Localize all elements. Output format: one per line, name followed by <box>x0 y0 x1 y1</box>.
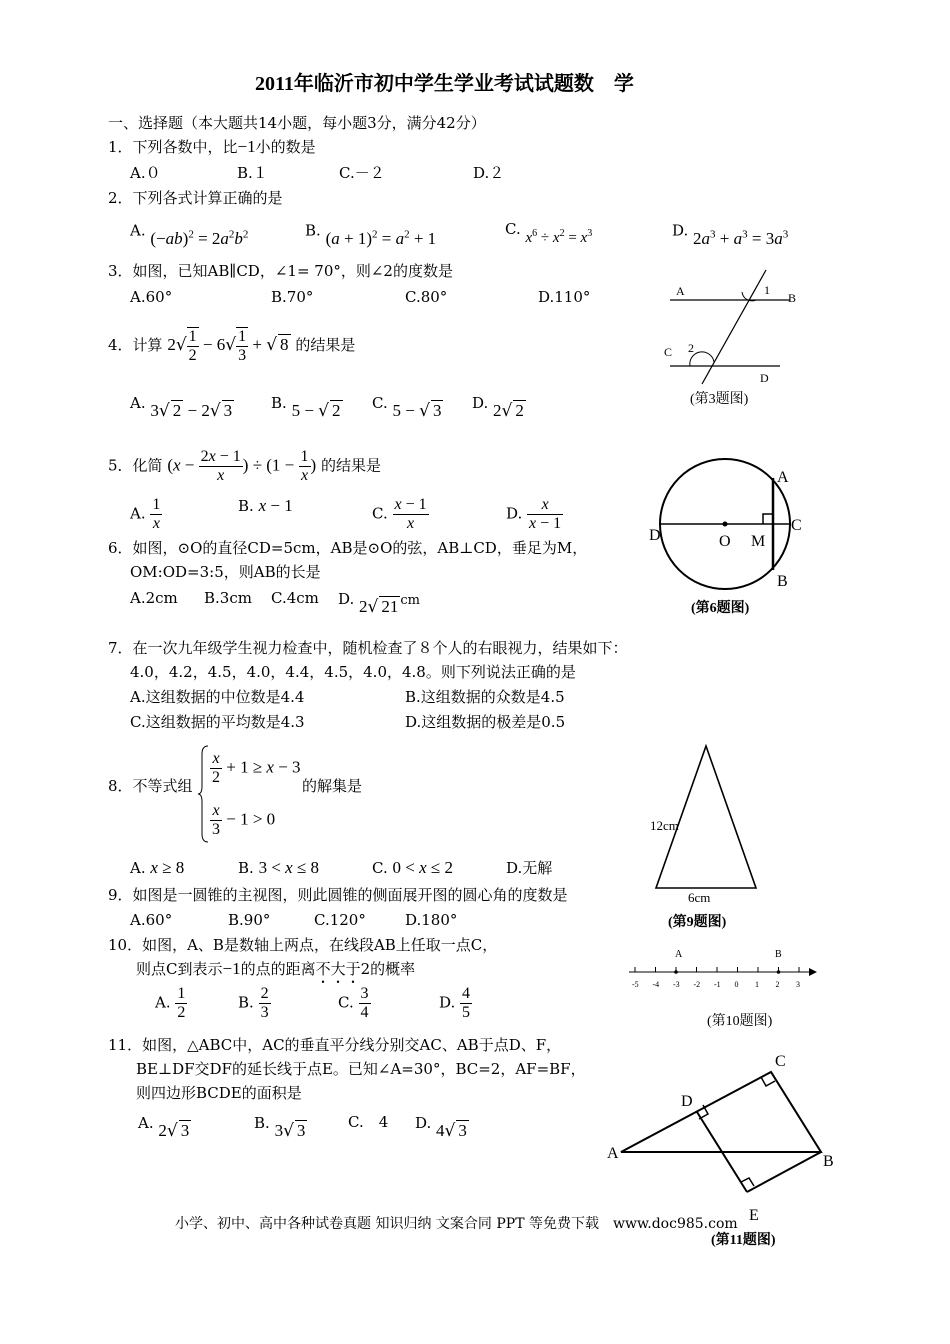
q5-a-formula: $\frac{1}{x}$ <box>152 496 161 532</box>
q10-d-label: D. <box>439 993 456 1012</box>
fig3-label-d: D <box>760 371 769 385</box>
fig10-tick-label: -3 <box>673 980 680 989</box>
fig9-caption: (第9题图) <box>668 915 727 930</box>
q4-option-a[interactable] <box>130 392 234 421</box>
question-11-line2: BE⊥DF交DF的延长线于点E。已知∠A=30°，BC=2，AF=BF， <box>136 1060 586 1078</box>
q1-option-b[interactable]: B.１ <box>237 164 268 182</box>
figure-9 <box>648 740 778 940</box>
fig6-label-b: B <box>777 573 788 590</box>
q2-option-d[interactable] <box>672 216 789 248</box>
question-7-line1: 7．在一次九年级学生视力检查中，随机检查了８个人的右眼视力，结果如下： <box>108 639 628 657</box>
q5-option-a[interactable] <box>130 496 162 533</box>
q6-option-b[interactable]: B.3cm <box>204 589 252 607</box>
q10-emphasis: 不大于 <box>315 960 361 978</box>
q4-d-label: D. <box>472 394 489 412</box>
fig3-label-b: B <box>788 291 797 305</box>
fig10-tick-label: -2 <box>693 980 701 989</box>
q4-a-label: A. <box>130 394 146 412</box>
q5-b-formula: x − 1 <box>258 496 293 515</box>
fig6-label-o: O <box>719 533 731 550</box>
q11-option-d[interactable] <box>415 1112 469 1141</box>
question-4 <box>108 327 355 365</box>
question-6-line2: OM:OD=3:5，则AB的长是 <box>130 563 321 581</box>
q8-option-a[interactable] <box>130 858 184 878</box>
q8-inequality-2: $\frac{x}{3}$ − 1 > 0 <box>212 802 276 838</box>
q2-c-formula: $x^6 \div x^2 = x^3$ <box>525 228 593 246</box>
fig3-label-c: C <box>664 345 673 359</box>
q8-b-label: B. <box>238 859 254 877</box>
q6-d-label: D. <box>338 590 355 608</box>
q5-c-label: C. <box>372 504 388 523</box>
q2-d-formula: $2a^3 + a^3 = 3a^3$ <box>693 228 789 248</box>
q4-c-formula: 5 − √ 3 <box>392 401 442 421</box>
q2-a-formula: $(-ab)^2 = 2a^2b^2$ <box>150 228 249 248</box>
q3-option-d[interactable]: D.110° <box>538 288 591 306</box>
q9-option-d[interactable]: D.180° <box>405 911 458 929</box>
q8-c-label: C. <box>372 859 388 877</box>
question-6-line1: 6．如图，⊙O的直径CD=5cm，AB是⊙O的弦，AB⊥CD，垂足为M， <box>108 539 588 557</box>
q1-stem-end: 小的数是 <box>255 138 316 156</box>
fig10-point <box>777 970 781 974</box>
q4-stem: 4．计算 <box>108 336 163 354</box>
q11-b-label: B. <box>254 1114 270 1132</box>
q10-d-formula: $\frac{4}{5}$ <box>462 985 471 1021</box>
fig10-tick-label: -1 <box>714 980 721 989</box>
q8-stem-end: 的解集是 <box>302 777 363 795</box>
question-7-line2: 4.0，4.2，4.5，4.0，4.4，4.5，4.0，4.8。则下列说法正确的是 <box>130 663 576 681</box>
fig10-tick-label: -4 <box>652 980 660 989</box>
fig6-label-m: M <box>751 533 766 550</box>
question-1 <box>108 137 316 157</box>
q7-option-a[interactable]: A.这组数据的中位数是4.4 <box>130 688 305 706</box>
q5-expression: (x − $\frac{2x - 1}{x}$ ) ÷ (1 − $\frac{1}{x}$ ) <box>167 448 317 484</box>
q4-option-b[interactable] <box>271 392 343 421</box>
q11-a-formula: 2√ 3 <box>158 1121 190 1141</box>
q4-d-formula: 2√ 2 <box>493 401 524 421</box>
fig11-caption: (第11题图) <box>711 1233 776 1248</box>
q4-option-c[interactable] <box>372 392 443 421</box>
q3-option-c[interactable]: C.80° <box>405 288 448 306</box>
fig9-side-label: 12cm <box>650 818 679 833</box>
q1-option-a[interactable]: A.０ <box>130 164 161 182</box>
fig11-label-e: E <box>749 1207 759 1224</box>
q10-stem: 则点C到表示 <box>136 960 223 978</box>
q8-inequality-1: $\frac{x}{2}$ + 1 ≥ x − 3 <box>212 750 301 786</box>
fig11-label-a: A <box>607 1145 619 1162</box>
fig10-tick-label: 2 <box>775 980 780 989</box>
q1-neg-one: −1 <box>237 137 256 156</box>
q4-expression: 2√ $\frac{1}{2}$ − 6√ $\frac{1}{3}$ + √ 8 <box>167 328 289 364</box>
fig9-base-label: 6cm <box>688 890 711 905</box>
question-11-line1: 11．如图，△ABC中，AC的垂直平分线分别交AC、AB于点D、F， <box>108 1036 562 1054</box>
question-9: 9．如图是一圆锥的主视图，则此圆锥的侧面展开图的圆心角的度数是 <box>108 886 568 904</box>
q10-b-formula: $\frac{2}{3}$ <box>260 985 269 1021</box>
footer-note: 小学、初中、高中各种试卷真题 知识归纳 文案合同 PPT 等免费下载 www.doc985.com <box>175 1216 738 1232</box>
fig6-label-c: C <box>791 517 802 534</box>
q3-option-b[interactable]: B.70° <box>271 288 314 306</box>
q1-option-c[interactable]: C.－２ <box>339 164 385 182</box>
fig3-angle-2: 2 <box>688 341 694 355</box>
question-10-line2: 则点C到表示−1的点的距离不大于2的概率 <box>136 959 416 978</box>
fig10-tick-label: 1 <box>755 980 759 989</box>
q7-option-d[interactable]: D.这组数据的极差是0.5 <box>405 713 566 731</box>
q8-c-formula: 0 < x ≤ 2 <box>392 858 453 877</box>
q11-b-formula: 3√ 3 <box>274 1121 306 1141</box>
q10-option-c[interactable] <box>338 985 371 1022</box>
q6-d-unit: cm <box>400 593 420 608</box>
q5-option-d[interactable] <box>506 496 563 533</box>
fig10-ticks <box>632 967 800 989</box>
q7-option-c[interactable]: C.这组数据的平均数是4.3 <box>130 713 305 731</box>
q4-b-label: B. <box>271 394 287 412</box>
fig10-point <box>674 970 678 974</box>
q8-a-label: A. <box>130 859 146 877</box>
q5-option-b[interactable] <box>238 496 293 516</box>
q1-option-d[interactable]: D.２ <box>473 164 505 182</box>
page-title: 2011年临沂市初中学生学业考试试题数 学 <box>255 73 634 95</box>
q10-a-label: A. <box>155 993 171 1012</box>
q6-option-c[interactable]: C.4cm <box>271 589 319 607</box>
fig6-caption: (第6题图) <box>691 601 750 616</box>
q2-option-c[interactable] <box>505 216 593 246</box>
question-11-line3: 则四边形BCDE的面积是 <box>136 1084 302 1102</box>
question-5 <box>108 448 381 485</box>
fig6-label-d: D <box>649 527 661 544</box>
q2-option-b[interactable] <box>305 216 437 248</box>
q6-d-formula: 2√ 21 <box>359 597 399 617</box>
q8-option-c[interactable] <box>372 858 453 878</box>
fig3-angle-1: 1 <box>764 283 770 297</box>
q2-d-label: D. <box>672 221 689 240</box>
fig10-label-a: A <box>675 949 683 960</box>
fig10-tick-label: 0 <box>734 980 739 989</box>
q11-d-label: D. <box>415 1114 432 1132</box>
fig10-tick-label: 3 <box>796 980 800 989</box>
q4-c-label: C. <box>372 394 388 412</box>
q10-a-formula: $\frac{1}{2}$ <box>177 985 186 1021</box>
question-3: 3．如图，已知AB∥CD，∠1= 70°，则∠2的度数是 <box>108 262 453 280</box>
fig10-label-b: B <box>775 949 782 960</box>
fig11-label-d: D <box>681 1093 693 1110</box>
q10-option-d[interactable] <box>439 985 472 1022</box>
q1-stem: 1．下列各数中，比 <box>108 138 238 156</box>
q5-option-c[interactable] <box>372 496 429 533</box>
question-8: 8．不等式组 <box>108 777 193 795</box>
q11-option-c[interactable]: C. 4 <box>348 1113 389 1131</box>
q5-d-formula: $\frac{x}{x - 1}$ <box>529 496 562 532</box>
q4-option-d[interactable] <box>472 392 526 421</box>
q2-b-formula: $(a + 1)^2 = a^2 + 1$ <box>325 228 437 248</box>
fig3-caption: (第3题图) <box>690 392 749 407</box>
q10-stem-mid: 的点的距离 <box>240 960 316 978</box>
q5-a-label: A. <box>130 504 146 523</box>
q7-option-b[interactable]: B.这组数据的众数是4.5 <box>405 688 565 706</box>
q11-option-b[interactable] <box>254 1112 307 1141</box>
q2-c-label: C. <box>505 220 521 238</box>
q6-option-d[interactable] <box>338 588 420 617</box>
q10-option-a[interactable] <box>155 985 187 1022</box>
q10-option-b[interactable] <box>238 985 271 1022</box>
q10-c-label: C. <box>338 993 354 1012</box>
q10-c-formula: $\frac{3}{4}$ <box>360 985 369 1021</box>
q5-c-formula: $\frac{x - 1}{x}$ <box>394 496 427 532</box>
q11-a-label: A. <box>138 1114 154 1132</box>
q8-option-b[interactable] <box>238 858 319 878</box>
q5-d-label: D. <box>506 504 523 523</box>
fig10-caption: (第10题图) <box>707 1014 773 1029</box>
q11-option-a[interactable] <box>138 1112 191 1141</box>
q4-b-formula: 5 − √ 2 <box>291 401 341 421</box>
section-heading: 一、选择题（本大题共14小题，每小题3分，满分42分） <box>108 114 486 132</box>
fig6-label-a: A <box>777 469 789 486</box>
q9-option-b[interactable]: B.90° <box>228 911 271 929</box>
q2-b-label: B. <box>305 221 321 240</box>
q2-a-label: A. <box>130 221 146 240</box>
q6-option-a[interactable]: A.2cm <box>130 589 178 607</box>
fig10-tick-label: -5 <box>632 980 639 989</box>
q8-b-formula: 3 < x ≤ 8 <box>258 858 320 877</box>
q10-stem-end: 2的概率 <box>360 960 416 978</box>
figure-3 <box>660 262 820 412</box>
q8-brace <box>198 744 210 844</box>
q5-b-label: B. <box>238 497 254 515</box>
q9-option-c[interactable]: C.120° <box>314 911 366 929</box>
fig3-label-a: A <box>676 284 685 298</box>
q5-stem: 5．化简 <box>108 456 163 475</box>
q8-option-d[interactable]: D.无解 <box>506 859 553 877</box>
q4-a-formula: 3√ 2 − 2√ 3 <box>150 401 233 421</box>
q4-stem-end: 的结果是 <box>295 336 356 354</box>
q8-a-formula: x ≥ 8 <box>150 858 185 877</box>
q5-stem-end: 的结果是 <box>320 456 381 475</box>
q10-b-label: B. <box>238 993 254 1012</box>
q3-option-a[interactable]: A.60° <box>130 288 173 306</box>
figure-10 <box>625 945 825 1035</box>
fig11-label-b: B <box>823 1153 834 1170</box>
figure-6 <box>645 462 815 632</box>
q2-option-a[interactable] <box>130 216 249 248</box>
fig11-label-c: C <box>775 1053 786 1070</box>
question-2: 2．下列各式计算正确的是 <box>108 189 283 207</box>
q11-d-formula: 4√ 3 <box>436 1121 467 1141</box>
question-10-line1: 10．如图，A、B是数轴上两点，在线段AB上任取一点C， <box>108 936 498 954</box>
q9-option-a[interactable]: A.60° <box>130 911 173 929</box>
